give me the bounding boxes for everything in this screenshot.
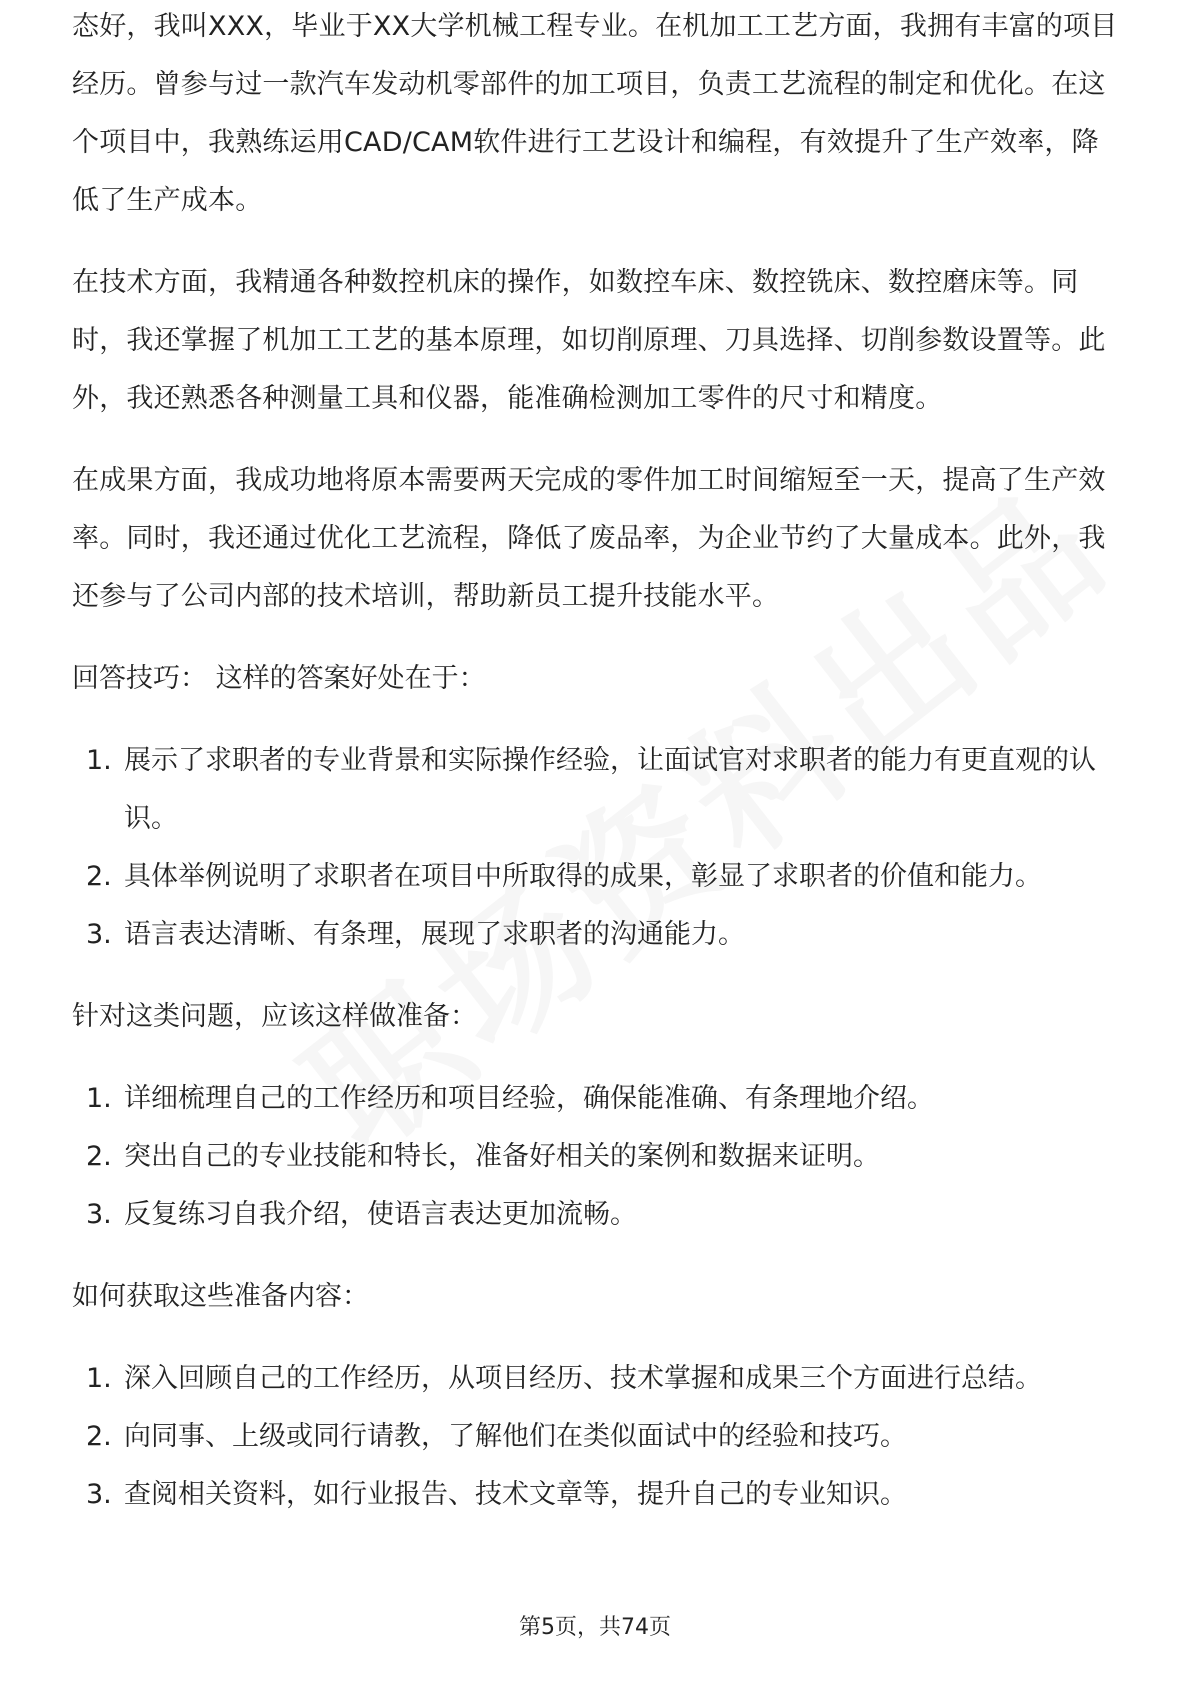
list-item-text: 展示了求职者的专业背景和实际操作经验，让面试官对求职者的能力有更直观的认识。	[124, 745, 1096, 834]
list-number: 1.	[86, 745, 112, 776]
list-item	[72, 1466, 1122, 1524]
tips-list	[72, 732, 1122, 964]
tips-heading: 回答技巧： 这样的答案好处在于：	[72, 663, 486, 694]
obtain-heading: 如何获取这些准备内容：	[72, 1281, 369, 1312]
paragraph-intro: 态好，我叫XXX，毕业于XX大学机械工程专业。在机加工工艺方面，我拥有丰富的项目经历。曾参与过一款汽车发动机零部件的加工项目，负责工艺流程的制定和优化。在这个项目中，我熟练运用CAD/CAM软件进行工艺设计和编程，有效提升了生产效率，降低了生产成本。	[72, 11, 1118, 216]
list-item	[72, 1128, 1122, 1186]
list-number: 3.	[86, 1479, 112, 1510]
list-number: 2.	[86, 1141, 112, 1172]
page-content	[72, 11, 1122, 1548]
list-number: 2.	[86, 1421, 112, 1452]
list-item	[72, 1350, 1122, 1408]
list-number: 3.	[86, 1199, 112, 1230]
list-item-text: 深入回顾自己的工作经历，从项目经历、技术掌握和成果三个方面进行总结。	[124, 1363, 1042, 1394]
list-item-text: 具体举例说明了求职者在项目中所取得的成果，彰显了求职者的价值和能力。	[124, 861, 1042, 892]
list-item-text: 查阅相关资料，如行业报告、技术文章等，提升自己的专业知识。	[124, 1479, 907, 1510]
list-item	[72, 732, 1122, 848]
list-item	[72, 1186, 1122, 1244]
paragraph-technical: 在技术方面，我精通各种数控机床的操作，如数控车床、数控铣床、数控磨床等。同时，我还掌握了机加工工艺的基本原理，如切削原理、刀具选择、切削参数设置等。此外，我还熟悉各种测量工具和仪器，能准确检测加工零件的尺寸和精度。	[72, 267, 1106, 414]
prepare-list	[72, 1070, 1122, 1244]
prepare-heading: 针对这类问题，应该这样做准备：	[72, 1001, 477, 1032]
list-item-text: 向同事、上级或同行请教，了解他们在类似面试中的经验和技巧。	[124, 1421, 907, 1452]
list-item	[72, 1070, 1122, 1128]
list-item	[72, 906, 1122, 964]
list-item-text: 突出自己的专业技能和特长，准备好相关的案例和数据来证明。	[124, 1141, 880, 1172]
obtain-list	[72, 1350, 1122, 1524]
list-item	[72, 848, 1122, 906]
list-number: 1.	[86, 1363, 112, 1394]
paragraph-results: 在成果方面，我成功地将原本需要两天完成的零件加工时间缩短至一天，提高了生产效率。同时，我还通过优化工艺流程，降低了废品率，为企业节约了大量成本。此外，我还参与了公司内部的技术培训，帮助新员工提升技能水平。	[72, 465, 1106, 612]
list-item-text: 反复练习自我介绍，使语言表达更加流畅。	[124, 1199, 637, 1230]
list-item-text: 详细梳理自己的工作经历和项目经验，确保能准确、有条理地介绍。	[124, 1083, 934, 1114]
page-footer: 第5页，共74页	[519, 1615, 671, 1640]
list-number: 2.	[86, 861, 112, 892]
list-number: 1.	[86, 1083, 112, 1114]
list-item-text: 语言表达清晰、有条理，展现了求职者的沟通能力。	[124, 919, 745, 950]
list-item	[72, 1408, 1122, 1466]
list-number: 3.	[86, 919, 112, 950]
